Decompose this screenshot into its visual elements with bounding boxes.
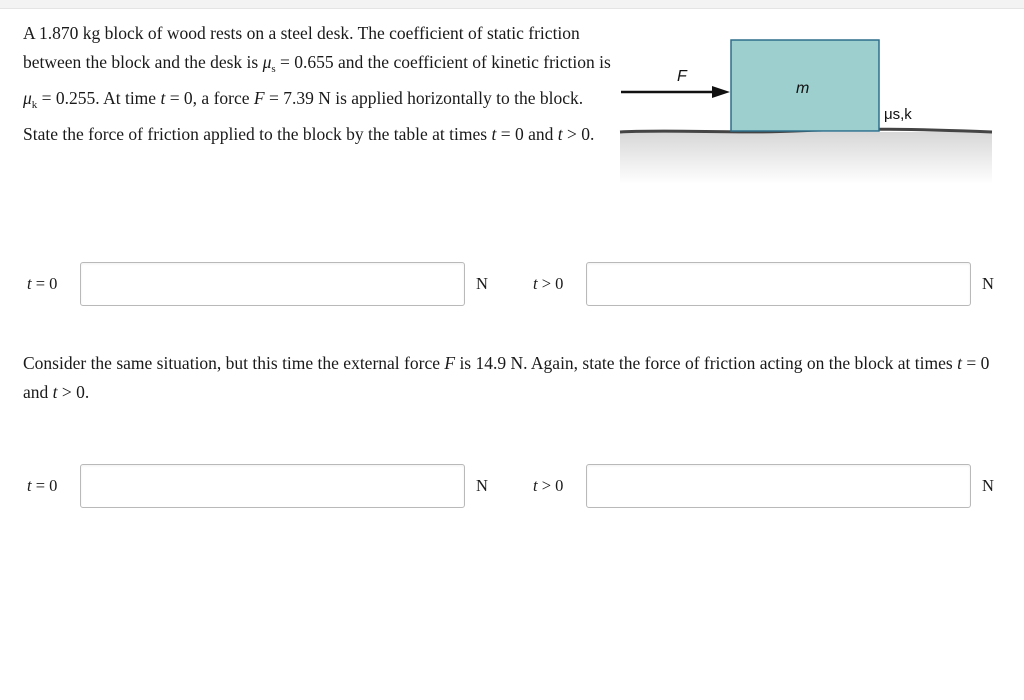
friction-t0-input[interactable] <box>80 262 465 306</box>
force-label: F <box>677 68 687 85</box>
time-variable: t <box>557 124 563 144</box>
friction-t-positive-input[interactable] <box>586 262 971 306</box>
problem-paragraph <box>23 19 613 149</box>
diagram-svg <box>615 30 995 190</box>
text-segment: = 0, a force <box>165 88 254 108</box>
t-equals-zero-label: t = 0 <box>27 274 58 293</box>
friction-t0-input-part2[interactable] <box>80 464 465 508</box>
unit-label: N <box>476 476 488 495</box>
t-greater-zero-label: t > 0 <box>533 274 564 293</box>
text-segment: is 14.9 N. Again, state the force of friction acting on the block at times <box>455 353 958 373</box>
mass-label: m <box>796 80 810 97</box>
text-segment: A 1.870 kg block of wood rests on a steel desk. The coefficient of static friction between the block and the desk is <box>23 23 580 72</box>
text-segment: = 0.255. At time <box>37 88 161 108</box>
unit-label: N <box>476 274 488 293</box>
time-variable: t <box>160 88 166 108</box>
problem-paragraph <box>23 349 1013 407</box>
text-segment: = 0.655 and the coefficient of kinetic friction is <box>275 52 611 72</box>
time-variable: t <box>957 353 962 373</box>
text-segment: = 7.39 N is applied horizontally to the block. State the force of friction applied to the block by the table at times <box>23 88 584 144</box>
mu-k-symbol: $\mu_k$ <box>23 88 38 111</box>
friction-t-positive-input-part2[interactable] <box>586 464 971 508</box>
text-segment: = 0 and <box>496 124 558 144</box>
text-segment: Consider the same situation, but this time the external force <box>23 353 445 373</box>
friction-coefficient-label: μs,k <box>884 106 912 123</box>
t-equals-zero-label: t = 0 <box>27 476 58 495</box>
top-border <box>0 0 1024 9</box>
answer-row-part2 <box>0 464 1024 510</box>
desk-shadow <box>620 132 992 184</box>
block-on-desk-diagram <box>615 30 995 190</box>
second-problem-statement <box>23 349 1013 407</box>
text-segment: > 0. <box>57 382 90 402</box>
time-variable: t <box>491 124 497 144</box>
text-segment: = 0 and <box>23 353 990 402</box>
unit-label: N <box>982 476 994 495</box>
force-arrow-head <box>712 86 730 98</box>
force-variable: F <box>444 353 456 373</box>
text-segment: > 0. <box>562 124 595 144</box>
problem-statement <box>23 19 613 149</box>
t-greater-zero-label: t > 0 <box>533 476 564 495</box>
force-variable: F <box>253 88 265 108</box>
time-variable: t <box>52 382 58 402</box>
answer-row-part1 <box>0 262 1024 308</box>
unit-label: N <box>982 274 994 293</box>
mu-s-symbol: $\mu_s$ <box>262 52 276 75</box>
